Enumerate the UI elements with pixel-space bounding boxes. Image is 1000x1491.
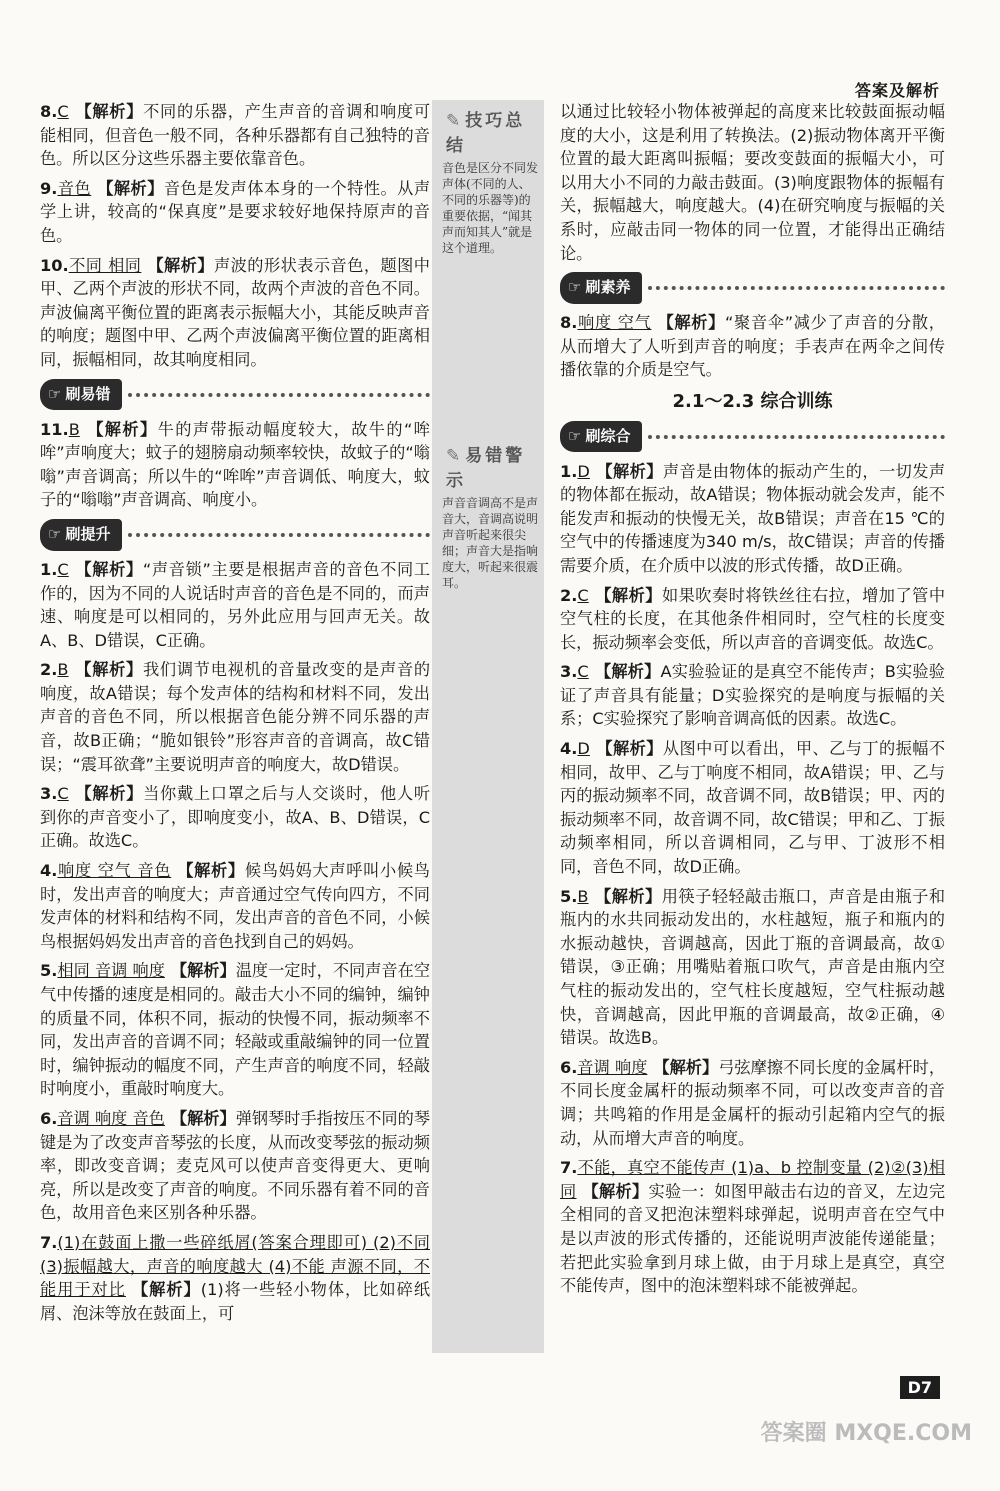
answer-text: C — [57, 102, 69, 121]
analysis-tag: 【解析】 — [657, 313, 725, 333]
analysis-text: 我们调节电视机的音量改变的是声音的响度，故A错误；每个发声体的结构和材料不同，发出声音的音色不同，所以根据音色能分辨不同乐器的声音，故B正确；“脆如银铃”形容声音的音调高，故C错误；“震耳欲聋”主要说明声音的响度大，故D错误。 — [40, 660, 431, 774]
analysis-text: 如果吹奏时将铁丝往右拉，增加了管中空气柱的长度，在其他条件相同时，空气柱的长度变长，振动频率会变低，所以声音的音调变低。故选C。 — [560, 585, 946, 652]
analysis-tag: 【解析】 — [74, 102, 144, 121]
hand-icon: ☞ — [568, 278, 582, 297]
question-number: 2. — [560, 585, 578, 605]
answer-text: B — [57, 660, 69, 680]
answer-item — [560, 1156, 945, 1298]
answer-text: 响度 空气 — [577, 313, 652, 333]
answer-text: C — [57, 559, 69, 579]
answer-item — [560, 460, 945, 578]
question-number: 6. — [40, 1108, 58, 1128]
dotted-divider — [128, 533, 430, 537]
pencil-icon: ✎ — [446, 446, 464, 466]
question-number: 6. — [560, 1057, 578, 1077]
question-number: 8. — [560, 313, 578, 333]
question-number: 5. — [40, 961, 58, 981]
section-header-suyang — [560, 273, 945, 303]
question-number: 7. — [560, 1158, 578, 1178]
answer-text: 响度 空气 音色 — [57, 861, 172, 881]
analysis-text: 候鸟妈妈大声呼叫小候鸟时，发出声音的响度大；声音通过空气传向四方，不同发声体的材料和结构不同，发出声音的音色不同，小候鸟根据妈妈发出声音的音色找到自己的妈妈。 — [40, 861, 430, 951]
analysis-text: 弓弦摩擦不同长度的金属杆时，不同长度金属杆的振动频率不同，可以改变声音的音调；共鸣箱的作用是金属杆的振动引起箱内空气的振动，从而增大声音的响度。 — [560, 1057, 946, 1148]
analysis-text: “声音锁”主要是根据声音的音色不同工作的，因为不同的人说话时声音的音色是不同的，而声速、响度是可以相同的，另外此应用与回声无关。故A、B、D错误，C正确。 — [40, 559, 431, 650]
yicuo-list — [40, 418, 430, 512]
answer-item — [40, 558, 430, 652]
question-number: 2. — [40, 660, 58, 680]
tip-box: ✎ 易错警示 声音音调高不是声音大，音调高说明声音听起来很尖细；声音大是指响度大，听起来很震耳。 — [442, 446, 539, 590]
analysis-text: 当你戴上口罩之后与人交谈时，他人听到你的声音变小了，即响度变小，故A、B、D错误，C正确。故选C。 — [40, 784, 431, 851]
analysis-tag: 【解析】 — [594, 585, 662, 605]
answer-text: C — [577, 662, 589, 682]
answer-item — [40, 254, 430, 372]
answer-item — [40, 177, 430, 248]
question-number: 1. — [560, 461, 578, 481]
answer-text: 不能，真空不能传声 (1)a、b 控制变量 (2)②(3)相同 — [560, 1158, 945, 1201]
analysis-text: 牛的声带振动幅度较大，故牛的“哞哞”声响度大；蚊子的翅膀扇动频率较快，故蚊子的“嗡嗡”声音调高；所以牛的“哞哞”声音调低、响度大，蚊子的“嗡嗡”声音调高、响度小。 — [40, 419, 430, 510]
section-header-zonghe — [560, 422, 945, 452]
answer-text: D — [577, 461, 590, 481]
analysis-text: 声波的形状表示音色，题图中甲、乙两个声波的形状不同，故两个声波的音色不同。声波偏离平衡位置的距离表示振幅大小，其能反映声音的响度；题图中甲、乙两个声波偏离平衡位置的距离相同，振幅相同，故其响度相同。 — [40, 255, 430, 369]
answer-item — [40, 658, 430, 776]
analysis-text: 用筷子轻轻敲击瓶口，声音是由瓶子和瓶内的水共同振动发出的，水柱越短，瓶子和瓶内的水振动越快，音调越高，因此丁瓶的音调最高，故①错误，③正确；用嘴贴着瓶口吹气，声音是由瓶内空气柱的振动发出的，空气柱长度越短，空气柱振动越快，音调越高，因此甲瓶的音调最高，故②正确，④错误。故选B。 — [560, 886, 946, 1048]
answer-text: B — [577, 886, 589, 906]
answer-item — [40, 100, 430, 171]
analysis-text: 声音是由物体的振动产生的，一切发声的物体都在振动，故A错误；物体振动就会发声，能不能发声和振动的快慢无关，故B错误；声音在15 ℃的空气中的传播速度为340 m/s，故C错误；声音的传播需要介质，在介质中以波的形式传播，故D正确。 — [560, 461, 946, 575]
question-number: 5. — [560, 886, 578, 906]
analysis-text: (1)将一些轻小物体，比如碎纸屑、泡沫等放在鼓面上，可 — [40, 1280, 431, 1323]
answer-text: 音色 — [57, 178, 92, 198]
zonghe-list — [560, 460, 945, 1298]
dotted-divider — [128, 393, 430, 397]
analysis-tag: 【解析】 — [594, 662, 661, 682]
analysis-tag: 【解析】 — [582, 1181, 649, 1201]
answer-item — [40, 859, 430, 953]
answer-item — [560, 1056, 945, 1150]
tisheng-list — [40, 558, 430, 1325]
question-number: 10. — [40, 255, 69, 275]
answer-text: B — [68, 419, 80, 439]
answer-text: 音调 响度 音色 — [57, 1108, 165, 1128]
page-header: 答案及解析 — [854, 81, 940, 100]
analysis-tag: 【解析】 — [595, 461, 663, 481]
answer-text: C — [577, 585, 589, 605]
answer-text: 音调 响度 — [577, 1057, 648, 1077]
analysis-tag: 【解析】 — [85, 419, 158, 439]
question-number: 8. — [40, 102, 58, 121]
dotted-divider — [648, 286, 945, 290]
answer-item — [40, 1107, 430, 1225]
question-number: 4. — [40, 861, 58, 881]
answer-item — [560, 584, 945, 655]
section-badge: ☞ 刷综合 — [560, 421, 642, 453]
analysis-text: 不同的乐器，产生声音的音调和响度可能相同，但音色一般不同，各种乐器都有自己独特的音色。所以区分这些乐器主要依靠音色。 — [40, 102, 431, 169]
analysis-text: 从图中可以看出，甲、乙与丁的振幅不相同，故甲、乙与丁响度不相同，故A错误；甲、乙与丙的振动频率不同，故音调不同，故B错误；甲、丙的振动频率不同，故音调不同，故C错误；甲和乙、丁振动频率相同，所以音调相同，乙与甲、丁波形不相同，音色不同，故D正确。 — [560, 739, 946, 877]
question-number: 7. — [40, 1232, 58, 1252]
left-list — [40, 100, 430, 372]
right-column — [560, 100, 945, 1304]
left-column — [40, 100, 430, 1331]
analysis-tag: 【解析】 — [97, 178, 164, 198]
analysis-tag: 【解析】 — [177, 861, 245, 881]
hand-icon: ☞ — [48, 384, 62, 403]
analysis-text: 温度一定时，不同声音在空气中传播的速度是相同的。敲击大小不同的编钟，编钟的质量不同，体积不同，振动的快慢不同，振动频率不同，发出声音的音调不同；轻敲或重敲编钟的同一位置时，编钟振动的幅度不同，产生声音的响度不同，轻敲时响度小，重敲时响度大。 — [40, 961, 431, 1099]
dotted-divider — [648, 435, 945, 439]
question-number: 4. — [560, 739, 578, 759]
analysis-tag: 【解析】 — [74, 784, 144, 804]
answer-item — [40, 782, 430, 853]
section-badge: ☞ 刷易错 — [40, 379, 122, 411]
analysis-tag: 【解析】 — [595, 739, 663, 759]
analysis-text: 弹钢琴时手指按压不同的琴键是为了改变声音琴弦的长度，从而改变琴弦的振动频率，即改变音调；麦克风可以使声音变得更大、更响亮，所以是改变了声音的响度。不同乐器有着不同的音色，故用音色来区别各种乐器。 — [40, 1108, 431, 1223]
answer-item — [560, 660, 945, 731]
answer-item — [40, 418, 430, 512]
section-header-tisheng — [40, 520, 430, 550]
page-number: D7 — [900, 1376, 940, 1399]
answer-item — [40, 959, 430, 1101]
section-badge: ☞ 刷素养 — [560, 272, 642, 304]
analysis-tag: 【解析】 — [147, 255, 214, 275]
analysis-tag: 【解析】 — [131, 1280, 201, 1300]
analysis-tag: 【解析】 — [594, 886, 662, 906]
analysis-text: A实验验证的是真空不能传声；B实验验证了声音具有能量；D实验探究的是响度与振幅的关系；C实验探究了影响音调高低的因素。故选C。 — [560, 662, 945, 729]
question-number: 3. — [560, 662, 578, 682]
tips-sidebar — [432, 100, 544, 1353]
question-number: 1. — [40, 559, 58, 579]
answer-item — [40, 1231, 430, 1325]
answer-text: 不同 相同 — [68, 255, 142, 275]
tip-box: ✎ 技巧总结 音色是区分不同发声体(不同的人、不同的乐器等)的重要依据，“闻其声而知其人”就是这个道理。 — [442, 111, 539, 255]
analysis-tag: 【解析】 — [74, 660, 143, 680]
analysis-text: 音色是发声体本身的一个特性。从声学上讲，较高的“保真度”是要求较好地保持原声的音色。 — [40, 178, 431, 245]
analysis-text: 实验一：如图甲敲击右边的音叉，左边完全相同的音叉把泡沫塑料球弹起，说明声音在空气中是以声波的形式传播的，还能说明声波能传递能量；若把此实验拿到月球上做，由于月球上是真空，真空不能传声，图中的泡沫塑料球不能被弹起。 — [560, 1181, 946, 1296]
continued-text: 以通过比较轻小物体被弹起的高度来比较鼓面振动幅度的大小，这是利用了转换法。(2)振动物体离开平衡位置的最大距离叫振幅；要改变鼓面的振幅大小，可以用大小不同的力敲击鼓面。(3)响度跟物体的振幅有关，振幅越大，响度越大。(4)在研究响度与振幅的关系时，应敲击同一物体的同一位置，才能得出正确结论。 — [560, 102, 945, 263]
question-number: 11. — [40, 419, 69, 439]
suyang-list — [560, 311, 945, 382]
answer-item — [560, 885, 945, 1050]
answer-text: D — [577, 739, 590, 759]
answer-text: (1)在鼓面上撒一些碎纸屑(答案合理即可) (2)不同 (3)振幅越大，声音的响度越大 (4)不能 声源不同，不能用于对比 — [40, 1232, 430, 1300]
analysis-tag: 【解析】 — [170, 1108, 236, 1128]
hand-icon: ☞ — [48, 525, 62, 544]
watermark-logo: 答案圈 MXQE.COM — [760, 1421, 972, 1446]
pencil-icon: ✎ — [446, 111, 464, 131]
section-title: 2.1～2.3 综合训练 — [672, 390, 833, 412]
analysis-text: “聚音伞”减少了声音的分散，从而增大了人听到声音的响度；手表声在两伞之间传播依靠的介质是空气。 — [560, 313, 945, 380]
analysis-tag: 【解析】 — [170, 961, 236, 981]
answer-item — [560, 737, 945, 879]
section-badge: ☞ 刷提升 — [40, 519, 122, 551]
question-number: 9. — [40, 178, 58, 198]
answer-item — [560, 311, 945, 382]
answer-text: C — [57, 784, 69, 804]
question-number: 3. — [40, 784, 58, 804]
analysis-tag: 【解析】 — [74, 559, 143, 579]
hand-icon: ☞ — [568, 426, 582, 445]
section-header-yicuo — [40, 380, 430, 410]
answer-text: 相同 音调 响度 — [57, 961, 165, 981]
analysis-tag: 【解析】 — [653, 1057, 719, 1077]
